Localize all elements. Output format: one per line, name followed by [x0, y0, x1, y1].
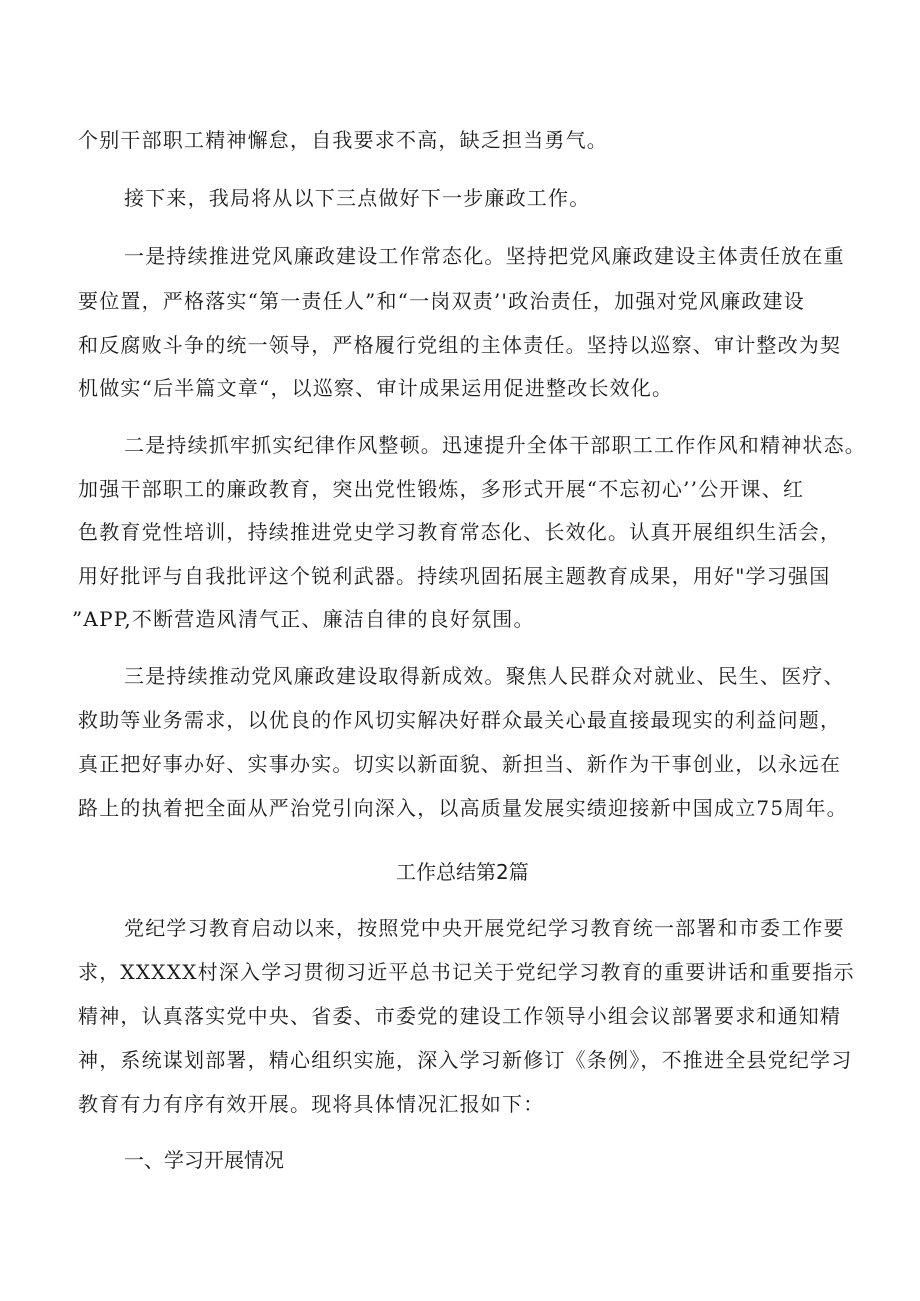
text-line: 要位置，严格落实“第一责任人”和“一岗双责’'政治责任，加强对党风廉政建设 — [78, 289, 805, 313]
text-line: 三是持续推动党风廉政建设取得新成效。聚焦人民群众对就业、民生、医疗、 — [124, 664, 845, 688]
text-line: 神，系统谋划部署，精心组织实施，深入学习新修订《条例》，不推进全县党纪学习 — [78, 1048, 853, 1072]
text-line: 色教育党性培训，持续推进党史学习教育常态化、长效化。认真开展组织生活会， — [78, 520, 842, 544]
text-line: 接下来，我局将从以下三点做好下一步廉政工作。 — [124, 186, 591, 210]
section-title: 工作总结第2篇 — [396, 860, 529, 884]
text-line: 二是持续抓牢抓实纪律作风整顿。迅速提升全体干部职工工作作风和精神状态。 — [124, 433, 866, 457]
text-line: 和反腐败斗争的统一领导，严格履行党组的主体责任。坚持以巡察、审计整改为契 — [78, 333, 842, 357]
text-line: 真正把好事办好、实事办实。切实以新面貌、新担当、新作为干事创业，以永远在 — [78, 752, 842, 776]
text-line: 机做实“后半篇文章“，以巡察、审计成果运用促进整改长效化。 — [78, 376, 674, 400]
text-line: 精神，认真落实党中央、省委、市委党的建设工作领导小组会议部署要求和通知精 — [78, 1004, 842, 1028]
text-line: 求，XXXXX村深入学习贯彻习近平总书记关于党纪学习教育的重要讲话和重要指示 — [78, 960, 855, 984]
text-line: 路上的执着把全面从严治党引向深入，以高质量发展实绩迎接新中国成立75周年。 — [78, 796, 848, 820]
text-line: ”APP,不断营造风清气正、廉洁自律的良好氛围。 — [72, 607, 535, 631]
text-line: 加强干部职工的廉政教育，突出党性锻炼，多形式开展“不忘初心’’公开课、红 — [78, 477, 805, 501]
text-line: 一是持续推进党风廉政建设工作常态化。坚持把党风廉政建设主体责任放在重 — [124, 244, 845, 268]
subsection-title: 一、学习开展情况 — [124, 1148, 284, 1172]
text-line: 用好批评与自我批评这个锐利武器。持续巩固拓展主题教育成果，用好"学习强国 — [78, 564, 831, 588]
text-line: 救助等业务需求，以优良的作风切实解决好群众最关心最直接最现实的利益问题， — [78, 708, 842, 732]
text-line: 个别干部职工精神懈怠，自我要求不高，缺乏担当勇气。 — [78, 128, 608, 152]
text-line: 教育有力有序有效开展。现将具体情况汇报如下： — [78, 1092, 545, 1116]
text-line: 党纪学习教育启动以来，按照党中央开展党纪学习教育统一部署和市委工作要 — [124, 916, 845, 940]
